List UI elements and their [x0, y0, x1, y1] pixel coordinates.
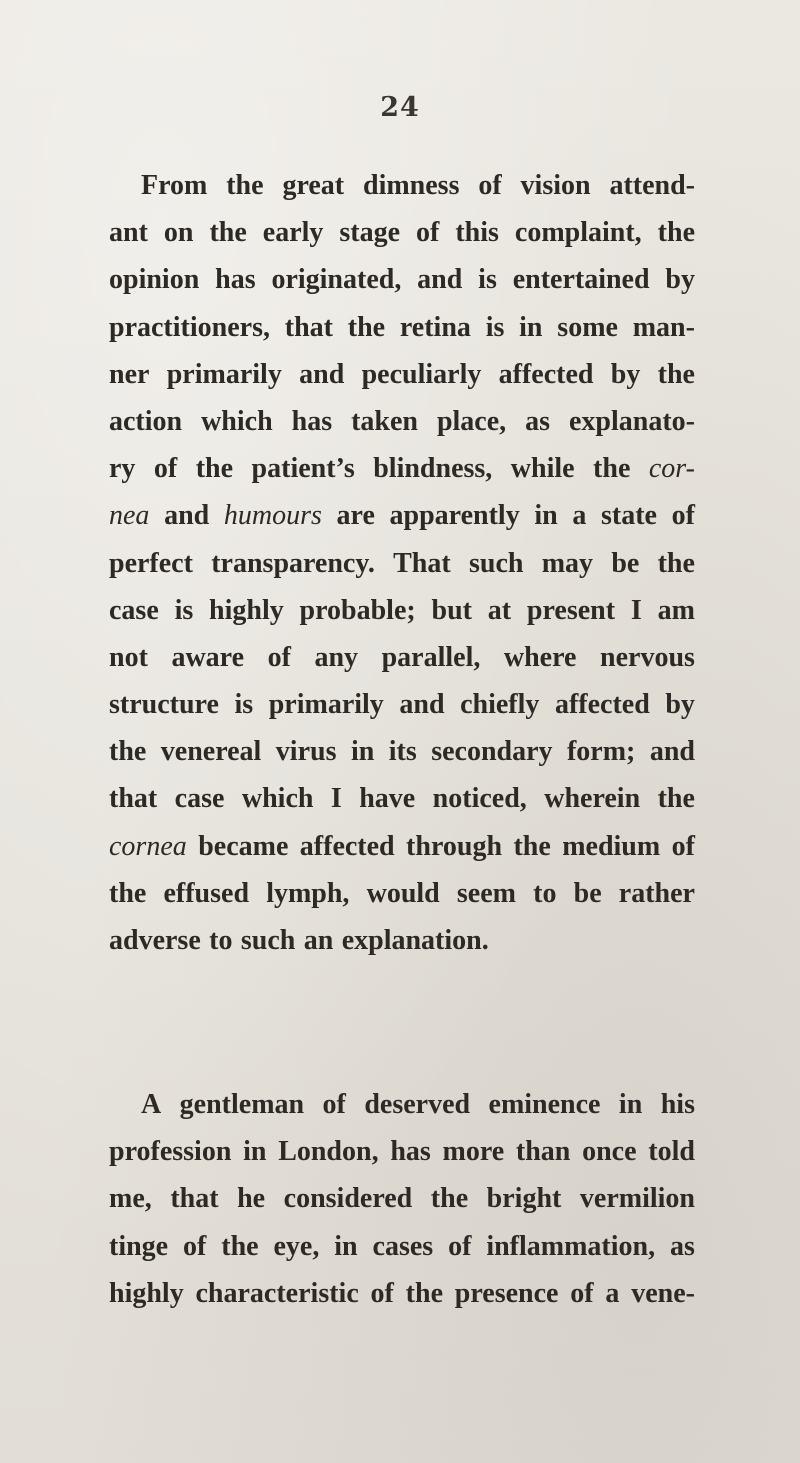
text-line [109, 728, 695, 775]
word: cases [372, 1230, 434, 1262]
word: tinge [109, 1230, 169, 1262]
word: the [209, 217, 247, 249]
text-line [109, 304, 695, 351]
word: ant [109, 217, 148, 249]
word: is [174, 594, 194, 626]
paragraph [109, 1081, 695, 1317]
word: that [284, 311, 333, 343]
text-line [109, 256, 695, 303]
text-line [109, 1270, 695, 1317]
word: to [533, 877, 557, 909]
word: lymph, [266, 877, 350, 909]
word: would [366, 877, 440, 909]
word: perfect [109, 547, 193, 579]
word: his [660, 1089, 695, 1120]
text-line [109, 540, 695, 587]
word: rather [618, 877, 695, 909]
word: nea [109, 500, 150, 532]
word: virus [275, 736, 337, 768]
word: he [237, 1183, 266, 1215]
word: which [241, 783, 314, 815]
word: I [330, 783, 342, 815]
word: I [630, 594, 642, 626]
word: vision [520, 170, 591, 201]
word: its [388, 736, 417, 768]
word: and [417, 264, 463, 296]
word: are [336, 500, 375, 532]
word: bright [486, 1183, 562, 1215]
word: medium [562, 830, 661, 862]
word-gap [201, 917, 209, 964]
word: in [534, 500, 558, 532]
word: of [478, 170, 502, 201]
text-line [109, 492, 695, 539]
word: be [573, 877, 602, 909]
word: of [370, 1277, 394, 1309]
word: explanato- [569, 405, 695, 437]
word: chiefly [460, 689, 540, 721]
word-gap [232, 917, 240, 964]
word: is [485, 311, 505, 343]
word: has [390, 1136, 431, 1168]
word: affected [498, 358, 594, 390]
word: at [487, 594, 512, 626]
word: in [243, 1136, 267, 1168]
word: form; [566, 736, 636, 768]
word: of [416, 217, 440, 249]
word: some [557, 311, 618, 343]
word: in [334, 1230, 358, 1262]
word: the [109, 877, 147, 909]
word: more [442, 1136, 505, 1168]
word: parallel, [381, 641, 481, 673]
word: eye, [273, 1230, 320, 1262]
text-line [109, 1175, 695, 1222]
word: considered [283, 1183, 413, 1215]
word: highly [209, 594, 284, 626]
word: that [109, 783, 158, 815]
word: affected [299, 830, 395, 862]
word: practitioners, [109, 311, 270, 343]
word: venereal [160, 736, 262, 768]
word: place, [436, 405, 507, 437]
word: me, [109, 1183, 152, 1215]
text-line [109, 445, 695, 492]
word: humours [223, 500, 322, 532]
text-line [109, 351, 695, 398]
word: that [170, 1183, 219, 1215]
word: peculiarly [361, 358, 482, 390]
word: cornea [109, 830, 187, 862]
text-line [109, 681, 695, 728]
text-line [109, 209, 695, 256]
word: by [610, 358, 641, 390]
word: cor- [648, 453, 695, 485]
word: through [406, 830, 503, 862]
word: effused [163, 877, 250, 909]
text-line [109, 917, 695, 964]
word: an [303, 925, 334, 956]
word: action [109, 405, 183, 437]
word: the [657, 547, 695, 579]
word: retina [399, 311, 471, 343]
word: profession [109, 1136, 232, 1168]
word: this [455, 217, 499, 249]
word: complaint, [514, 217, 642, 249]
text-line [109, 1223, 695, 1270]
word: where [503, 641, 577, 673]
word: told [648, 1136, 695, 1168]
word: as [525, 405, 551, 437]
word: early [262, 217, 324, 249]
word: man- [632, 311, 695, 343]
word: the [593, 453, 631, 485]
word: blindness, [373, 453, 493, 485]
word: London, [278, 1136, 379, 1168]
word: vene- [631, 1277, 695, 1309]
word: the [657, 783, 695, 815]
word: as [670, 1230, 695, 1262]
word: the [226, 170, 264, 201]
word: on [163, 217, 194, 249]
text-line [109, 823, 695, 870]
word: ner [109, 358, 150, 390]
word: a [572, 500, 587, 532]
word: while [510, 453, 575, 485]
word: originated, [271, 264, 402, 296]
word: than [515, 1136, 571, 1168]
word: highly [109, 1277, 184, 1309]
word: deserved [364, 1089, 471, 1120]
word: That [393, 547, 451, 579]
word: primarily [268, 689, 384, 721]
word: and [164, 500, 210, 532]
text-line [109, 870, 695, 917]
word: became [198, 830, 289, 862]
word: A [141, 1089, 162, 1120]
word: the [657, 217, 695, 249]
word: in [519, 311, 543, 343]
text-line [109, 775, 695, 822]
word: in [618, 1089, 643, 1120]
word: once [582, 1136, 637, 1168]
word: present [526, 594, 616, 626]
word: noticed, [432, 783, 527, 815]
word: such [468, 547, 524, 579]
word: by [665, 264, 695, 296]
word: the [657, 358, 695, 390]
word: may [541, 547, 594, 579]
word: inflammation, [486, 1230, 656, 1262]
word: affected [554, 689, 650, 721]
page-number: 24 [380, 92, 420, 123]
word: in [350, 736, 375, 768]
word: secondary [431, 736, 553, 768]
word: characteristic [195, 1277, 359, 1309]
word: be [611, 547, 640, 579]
word: the [347, 311, 386, 343]
text-line [109, 1128, 695, 1175]
word: nervous [600, 641, 695, 673]
word: eminence [488, 1089, 601, 1120]
word: the [513, 830, 551, 862]
word: apparently [389, 500, 520, 532]
word: stage [339, 217, 401, 249]
word: attend- [609, 170, 695, 201]
word: of [267, 641, 291, 673]
word: dimness [363, 170, 460, 201]
word: explanation. [341, 925, 489, 956]
word-gap [333, 917, 341, 964]
word: wherein [544, 783, 641, 815]
word: not [109, 641, 148, 673]
word: opinion [109, 264, 200, 296]
word: primarily [166, 358, 282, 390]
word: patient’s [251, 453, 355, 485]
word: case [174, 783, 225, 815]
word: the [430, 1183, 469, 1215]
word: of [671, 830, 695, 862]
word: the [221, 1230, 259, 1262]
word: to [209, 925, 233, 956]
text-line [109, 634, 695, 681]
word: the [405, 1277, 443, 1309]
word: transparency. [211, 547, 375, 579]
word: and [399, 689, 445, 721]
word: by [665, 689, 695, 721]
word: of [153, 453, 178, 485]
word: of [183, 1230, 207, 1262]
word: state [600, 500, 657, 532]
word: has [291, 405, 333, 437]
paragraph [109, 162, 695, 964]
word: entertained [512, 264, 650, 296]
text-line [109, 1081, 695, 1128]
word: ry [109, 453, 136, 485]
word: but [431, 594, 472, 626]
word: vermilion [579, 1183, 695, 1215]
word: is [478, 264, 497, 296]
word: the [195, 453, 234, 485]
word: presence [454, 1277, 559, 1309]
word: case [109, 594, 159, 626]
word: of [322, 1089, 346, 1120]
word-gap [295, 917, 303, 964]
word: have [359, 783, 416, 815]
word: great [282, 170, 345, 201]
word: From [141, 170, 208, 201]
word: a [605, 1277, 620, 1309]
word: which [201, 405, 273, 437]
word: the [109, 736, 147, 768]
word: is [234, 689, 254, 721]
word: of [570, 1277, 594, 1309]
word: has [215, 264, 256, 296]
word: adverse [109, 925, 201, 956]
word: am [657, 594, 695, 626]
word: any [314, 641, 359, 673]
word: taken [351, 405, 418, 437]
word: aware [171, 641, 245, 673]
text-line [109, 587, 695, 634]
text-line [109, 398, 695, 445]
word: of [671, 500, 695, 532]
word: of [448, 1230, 472, 1262]
word: and [299, 358, 345, 390]
word: structure [109, 689, 219, 721]
word: seem [456, 877, 516, 909]
word: probable; [299, 594, 416, 626]
word: such [240, 925, 296, 956]
text-line [109, 162, 695, 209]
word: gentleman [179, 1089, 305, 1120]
word: and [649, 736, 695, 768]
